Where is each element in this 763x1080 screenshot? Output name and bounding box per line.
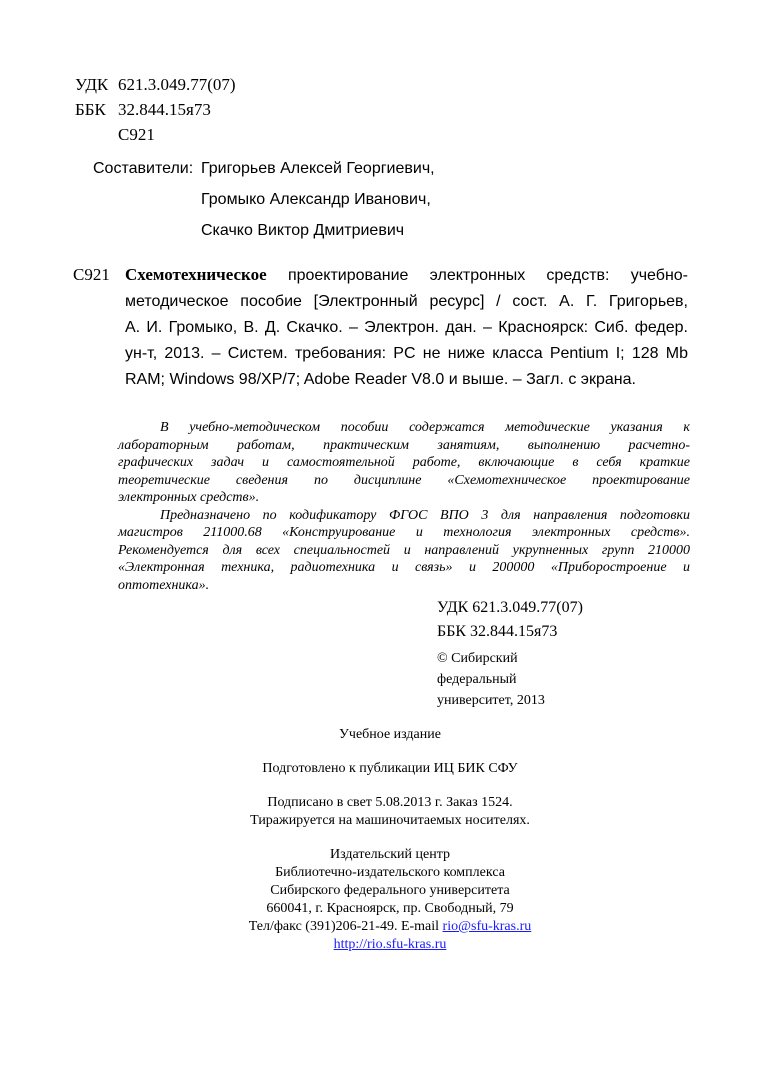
- website-line: [180, 936, 600, 954]
- annotation-line: Рекомендуется для всех специальностей и направлений укрупненных групп 210000: [118, 542, 690, 558]
- publisher-line: Сибирского федерального университета: [270, 883, 510, 898]
- annotation-line: лабораторным работам, практическим занятиям, выполнению расчетно-: [118, 437, 690, 453]
- classification-header: [75, 72, 236, 147]
- website-link[interactable]: http://rio.sfu-kras.ru: [333, 937, 447, 952]
- email-link[interactable]: rio@sfu-kras.ru: [442, 919, 532, 934]
- bbk-row: [75, 97, 236, 122]
- compilers-label: Составители:: [93, 160, 194, 177]
- udk-code: 621.3.049.77(07): [118, 75, 236, 94]
- compiler-name: Громыко Александр Иванович,: [201, 191, 431, 208]
- annotation-line: электронных средств».: [118, 490, 260, 505]
- compiler-name: Григорьев Алексей Георгиевич,: [201, 160, 435, 177]
- author-cipher: С921: [118, 125, 155, 144]
- bibliographic-line: Схемотехническое проектирование электронных средств: учебно-: [125, 265, 689, 284]
- annotation-line: Предназначено по кодификатору ФГОС ВПО 3 для направления подготовки: [160, 507, 690, 523]
- copyright-notice: © Сибирский федеральный университет, 2013: [437, 651, 545, 708]
- annotation-line: теоретические сведения по дисциплине «Схемотехническое проектирование: [118, 472, 690, 488]
- udk-row: [75, 72, 236, 97]
- prepared-by: Подготовлено к публикации ИЦ БИК СФУ: [262, 761, 518, 776]
- imprint: [180, 726, 600, 954]
- annotation-line: магистров 211000.68 «Конструирование и технология электронных средств».: [118, 525, 690, 540]
- bibliographic-text: [125, 262, 688, 393]
- bibliographic-line: А. И. Громыко, В. Д. Скачко. – Электрон. дан. – Красноярск: Сиб. федер.: [125, 319, 688, 336]
- bbk-code: 32.844.15я73: [118, 100, 211, 119]
- publisher-line: Издательский центр: [329, 847, 451, 862]
- bibliographic-line: методическое пособие [Электронный ресурс] / сост. А. Г. Григорьев,: [125, 293, 688, 310]
- bibliographic-line: ун-т, 2013. – Систем. требования: PC не ниже класса Pentium I; 128 Mb: [125, 345, 688, 362]
- publisher-line: Библиотечно-издательского комплекса: [275, 865, 505, 880]
- bibliographic-description: [73, 262, 688, 393]
- annotation-line: графических задач и самостоятельной работе, включающие в себя краткие: [118, 455, 690, 470]
- annotation-line: «Электронная техника, радиотехника и связь» и 200000 «Приборостроение и: [118, 560, 690, 575]
- bibliographic-cipher: С921: [73, 265, 110, 284]
- edition-type: Учебное издание: [339, 727, 441, 742]
- udk-code-bottom: УДК 621.3.049.77(07): [437, 599, 583, 616]
- annotation-line: В учебно-методическом пособии содержатся методические указания к: [160, 420, 690, 435]
- classification-footer: [437, 596, 583, 711]
- annotation: [118, 419, 690, 594]
- compilers-block: [93, 153, 435, 246]
- contact-line: Тел/факс (391)206-21-49. E-mail rio@sfu-kras.ru: [248, 919, 532, 934]
- book-title: Схемотехническое: [125, 265, 267, 284]
- replication-note: Тиражируется на машиночитаемых носителях.: [250, 813, 530, 828]
- bbk-label: ББК: [75, 100, 106, 119]
- signed-for-publication: Подписано в свет 5.08.2013 г. Заказ 1524.: [267, 795, 513, 810]
- udk-label: УДК: [75, 75, 109, 94]
- publisher-address: 660041, г. Красноярск, пр. Свободный, 79: [266, 901, 514, 916]
- bbk-code-bottom: ББК 32.844.15я73: [437, 623, 558, 640]
- annotation-line: оптотехника».: [118, 577, 210, 593]
- bibliographic-line: RAM; Windows 98/XP/7; Adobe Reader V8.0 и выше. – Загл. с экрана.: [125, 371, 636, 388]
- compiler-name: Скачко Виктор Дмитриевич: [201, 222, 405, 239]
